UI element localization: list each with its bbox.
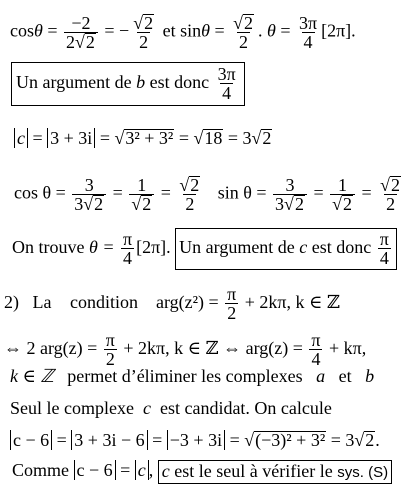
conclusion-box-c: Un argument de c est donc $\frac{\pi}{4}$ xyxy=(175,228,397,270)
fraction-root2-over-2: $\frac{√2}{2}$ xyxy=(133,13,154,52)
equals: = xyxy=(104,20,115,41)
modulo-2pi: [2π] xyxy=(321,20,352,41)
theta-symbol: θ xyxy=(34,20,43,41)
cos-label: cos xyxy=(10,20,34,41)
line-10-distance: c − 6 = 3 + 3i − 6 = −3 + 3i = √(−3)² + 3² = 3√2. xyxy=(10,430,380,450)
root-sum-squares: 3² + 3² xyxy=(125,128,174,148)
abs-c: c xyxy=(14,128,28,148)
line-8: k ∈ ℤ permet d’éliminer les complexes a et b xyxy=(10,366,375,386)
line-3-modulus-c: c = 3 + 3i = √3² + 3² = √18 = 3√2 xyxy=(14,128,272,148)
sin-label: sin xyxy=(180,20,202,41)
line-4-cos-sin: cos θ = $\frac{3}{3√2}$ = $\frac{1}{√2}$ = $\frac{√2}{2}$ sin θ = $\frac{3}{3√2}$ = $\frac{1}{√2}$ = $\frac{√2}{2}$ xyxy=(14,174,401,214)
line-7-equivalence: ⇔ 2 arg(z) = $\frac{\pi}{2}$ + 2kπ, k ∈ ℤ ⇔ arg(z) = $\frac{\pi}{4}$ + kπ, xyxy=(4,330,367,369)
et-word: et xyxy=(162,20,176,41)
fraction-root2-over-2-b: $\frac{√2}{2}$ xyxy=(233,13,253,52)
line-6-condition: 2) La condition arg(z²) = $\frac{\pi}{2}$ + 2kπ, k ∈ ℤ xyxy=(4,284,340,323)
conclusion-box-b: Un argument de b est donc $\frac{3\pi}{4}$ xyxy=(11,62,245,106)
line-5-conclusion-c: On trouve θ = $\frac{\pi}{4}$ [2π]. Un argument de c est donc $\frac{\pi}{4}$ xyxy=(12,228,397,270)
final-box: c est le seul à vérifier le sys. (S) xyxy=(158,460,392,484)
equals: = xyxy=(47,20,58,41)
minus-sign: − xyxy=(119,20,130,41)
line-9: Seul le complexe c est candidat. On calcule xyxy=(10,398,332,418)
line-2-boxed-conclusion xyxy=(11,62,245,106)
line-1: cosθ = $\frac{-2}{2√2}$ = − $\frac{√2}{2}$ et sinθ = $\frac{√2}{2}$ . θ = $\frac{3\pi}{4}$ [2π]. xyxy=(10,12,356,52)
fraction-3pi-over-4: $\frac{3\pi}{4}$ xyxy=(299,12,318,52)
fraction-minus2-over-2root2: $\frac{-2}{2√2}$ xyxy=(64,15,98,51)
line-11-final: Comme c − 6 = c , c est le seul à vérifier le sys. (S) xyxy=(12,460,392,484)
abs-3-plus-3i: 3 + 3i xyxy=(47,128,95,148)
